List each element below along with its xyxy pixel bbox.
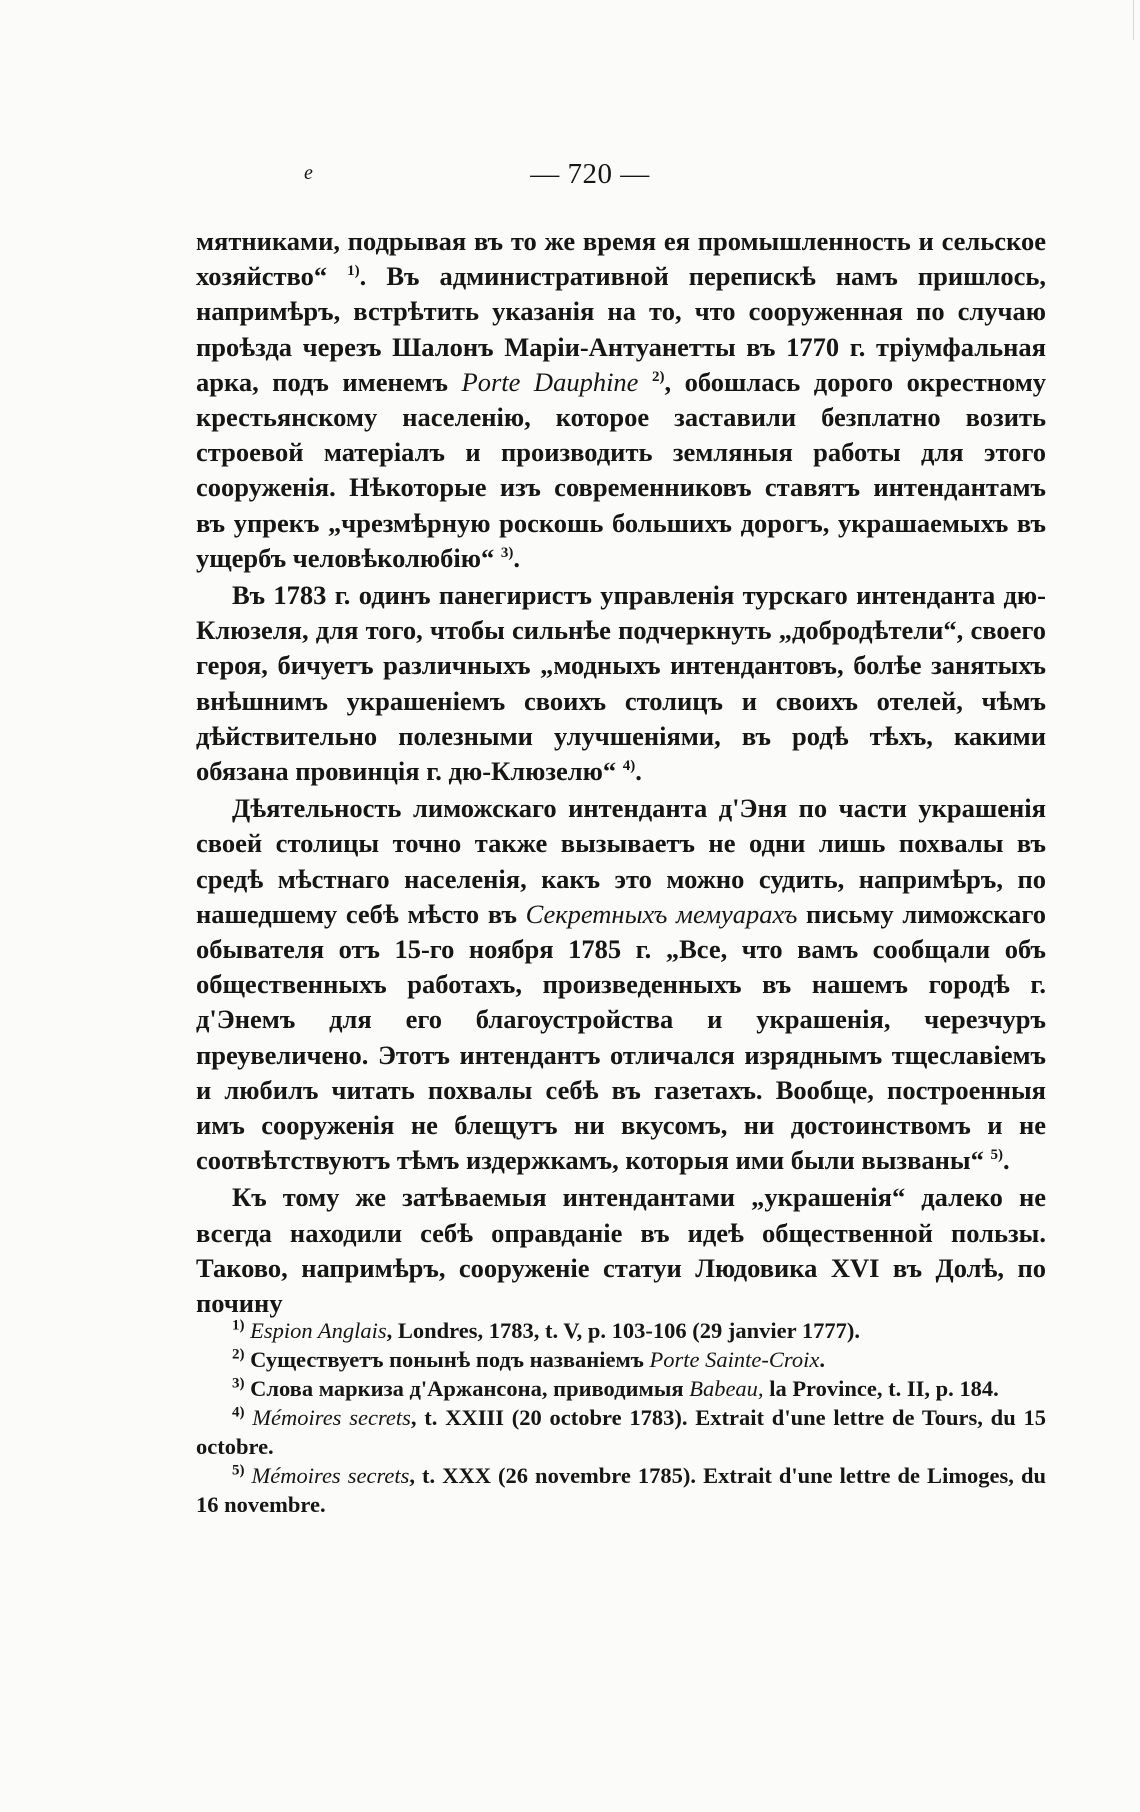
text-run: Къ тому же затѣваемыя интендантами „украшенія“ далеко не всегда находили себѣ оправданіе въ идеѣ общественной пользы. Таково, напримѣръ, сооруженіе статуи Людовика XVI въ Долѣ, по почину — [196, 1182, 1046, 1319]
paragraph-1 — [196, 224, 1046, 576]
footnote-ref-4: 4) — [622, 758, 636, 775]
footnote-mark: 1) — [232, 1317, 245, 1334]
paragraph-4 — [196, 1180, 1046, 1321]
footnote-mark: 4) — [232, 1404, 245, 1421]
text-run: Дѣятельность лиможскаго интенданта д'Эня по части украшенія своей столицы точно также вызываетъ не одни лишь похвалы въ средѣ мѣстнаго населенія, какъ это можно судить, напримѣръ, по нашедшему себѣ мѣсто въ — [196, 793, 1046, 929]
source-title: Porte Sainte-Croix — [649, 1347, 820, 1372]
text-run: письму лиможскаго обывателя отъ 15-го ноября 1785 г. „Все, что вамъ сообщали объ общественныхъ работахъ, произведенныхъ въ нашемъ городѣ г. д'Энемъ для его благоустройства и украшенія, черезчуръ преувеличено. Этотъ интендантъ отличался изряднымъ тщеславіемъ и любилъ читать похвалы себѣ въ газетахъ. Вообще, построенныя имъ сооруженія не блещутъ ни вкусомъ, ни достоинствомъ и не соотвѣтствуютъ тѣмъ издержкамъ, которыя ими были вызваны“ — [196, 898, 1047, 1176]
source-title: Espion Anglais — [250, 1318, 387, 1343]
footnote-text: Слова маркиза д'Аржансона, приводимыя — [250, 1376, 684, 1401]
footnote-mark: 3) — [232, 1375, 245, 1392]
footnote-2 — [196, 1345, 1046, 1374]
footnote-text: la Province, t. II, p. 184. — [769, 1376, 999, 1401]
footnote-text: , t. XXX (26 novembre 1785). Extrait d'une lettre de Limoges, du 16 novembre. — [196, 1463, 1046, 1517]
text-run: . — [635, 756, 642, 787]
footnote-ref-1: 1) — [347, 263, 360, 280]
corner-mark: e — [304, 162, 313, 184]
page-edge-line — [1133, 0, 1134, 40]
text-run: , обошлась дорого окрестному крестьянскому населенію, которое заставили безплатно возить строевой матеріалъ и производить земляныя работы для этого сооруженія. Нѣкоторые изъ современниковъ ставятъ интендантамъ въ упрекъ „чрезмѣрную роскошь большихъ дорогъ, украшаемыхъ въ ущербъ человѣколюбію“ — [196, 366, 1047, 573]
footnote-mark: 5) — [232, 1462, 245, 1479]
text-run: Въ 1783 г. одинъ панегиристъ управленія турскаго интенданта дю-Клюзеля, для того, чтобы сильнѣе подчеркнуть „добродѣтели“, своего героя, бичуетъ различныхъ „модныхъ интендантовъ, болѣе занятыхъ внѣшнимъ украшеніемъ своихъ столицъ и своихъ отелей, чѣмъ дѣйствительно полезными улучшеніями, въ родѣ тѣхъ, какими обязана провинція г. дю-Клюзелю“ — [196, 580, 1046, 787]
footnote-ref-3: 3) — [500, 545, 514, 561]
footnote-4 — [196, 1403, 1046, 1461]
paragraph-2 — [196, 578, 1046, 789]
source-title: Babeau, — [689, 1376, 764, 1401]
footnote-3 — [196, 1374, 1046, 1403]
footnote-ref-5: 5) — [990, 1147, 1003, 1164]
paragraph-3 — [196, 791, 1046, 1178]
page-number: — 720 — — [530, 158, 650, 190]
footnote-text: , Londres, 1783, t. V, p. 103-106 (29 janvier 1777). — [386, 1318, 860, 1343]
text-run: . Въ административной перепискѣ намъ пришлось, напримѣръ, встрѣтить указанія на то, что сооруженная по случаю проѣзда черезъ Шалонъ Маріи-Антуанетты въ 1770 г. тріумфальная арка, подъ именемъ — [196, 261, 1046, 397]
italic-term: Секретныхъ мемуарахъ — [525, 898, 798, 929]
footnote-mark: 2) — [232, 1346, 245, 1363]
footnote-text: , t. XXIII (20 octobre 1783). Extrait d'une lettre de Tours, du 15 octobre. — [196, 1405, 1047, 1459]
source-title: Mémoires secrets — [252, 1405, 411, 1430]
footnote-text: . — [819, 1347, 825, 1372]
text-run: . — [1002, 1145, 1010, 1176]
footnote-1 — [196, 1316, 1046, 1345]
footnotes — [196, 1316, 1046, 1519]
body-text — [196, 224, 1046, 1321]
source-title: Mémoires secrets — [251, 1463, 410, 1488]
italic-term: Porte Dauphine — [461, 366, 639, 397]
footnote-ref-2: 2) — [651, 368, 665, 385]
footnote-text: Существуетъ понынѣ подъ названіемъ — [250, 1347, 644, 1372]
footnote-5 — [196, 1461, 1046, 1519]
text-run: . — [513, 542, 520, 573]
text-run: мятниками, подрывая въ то же время ея промышленность и сельское хозяйство“ — [196, 226, 1046, 292]
